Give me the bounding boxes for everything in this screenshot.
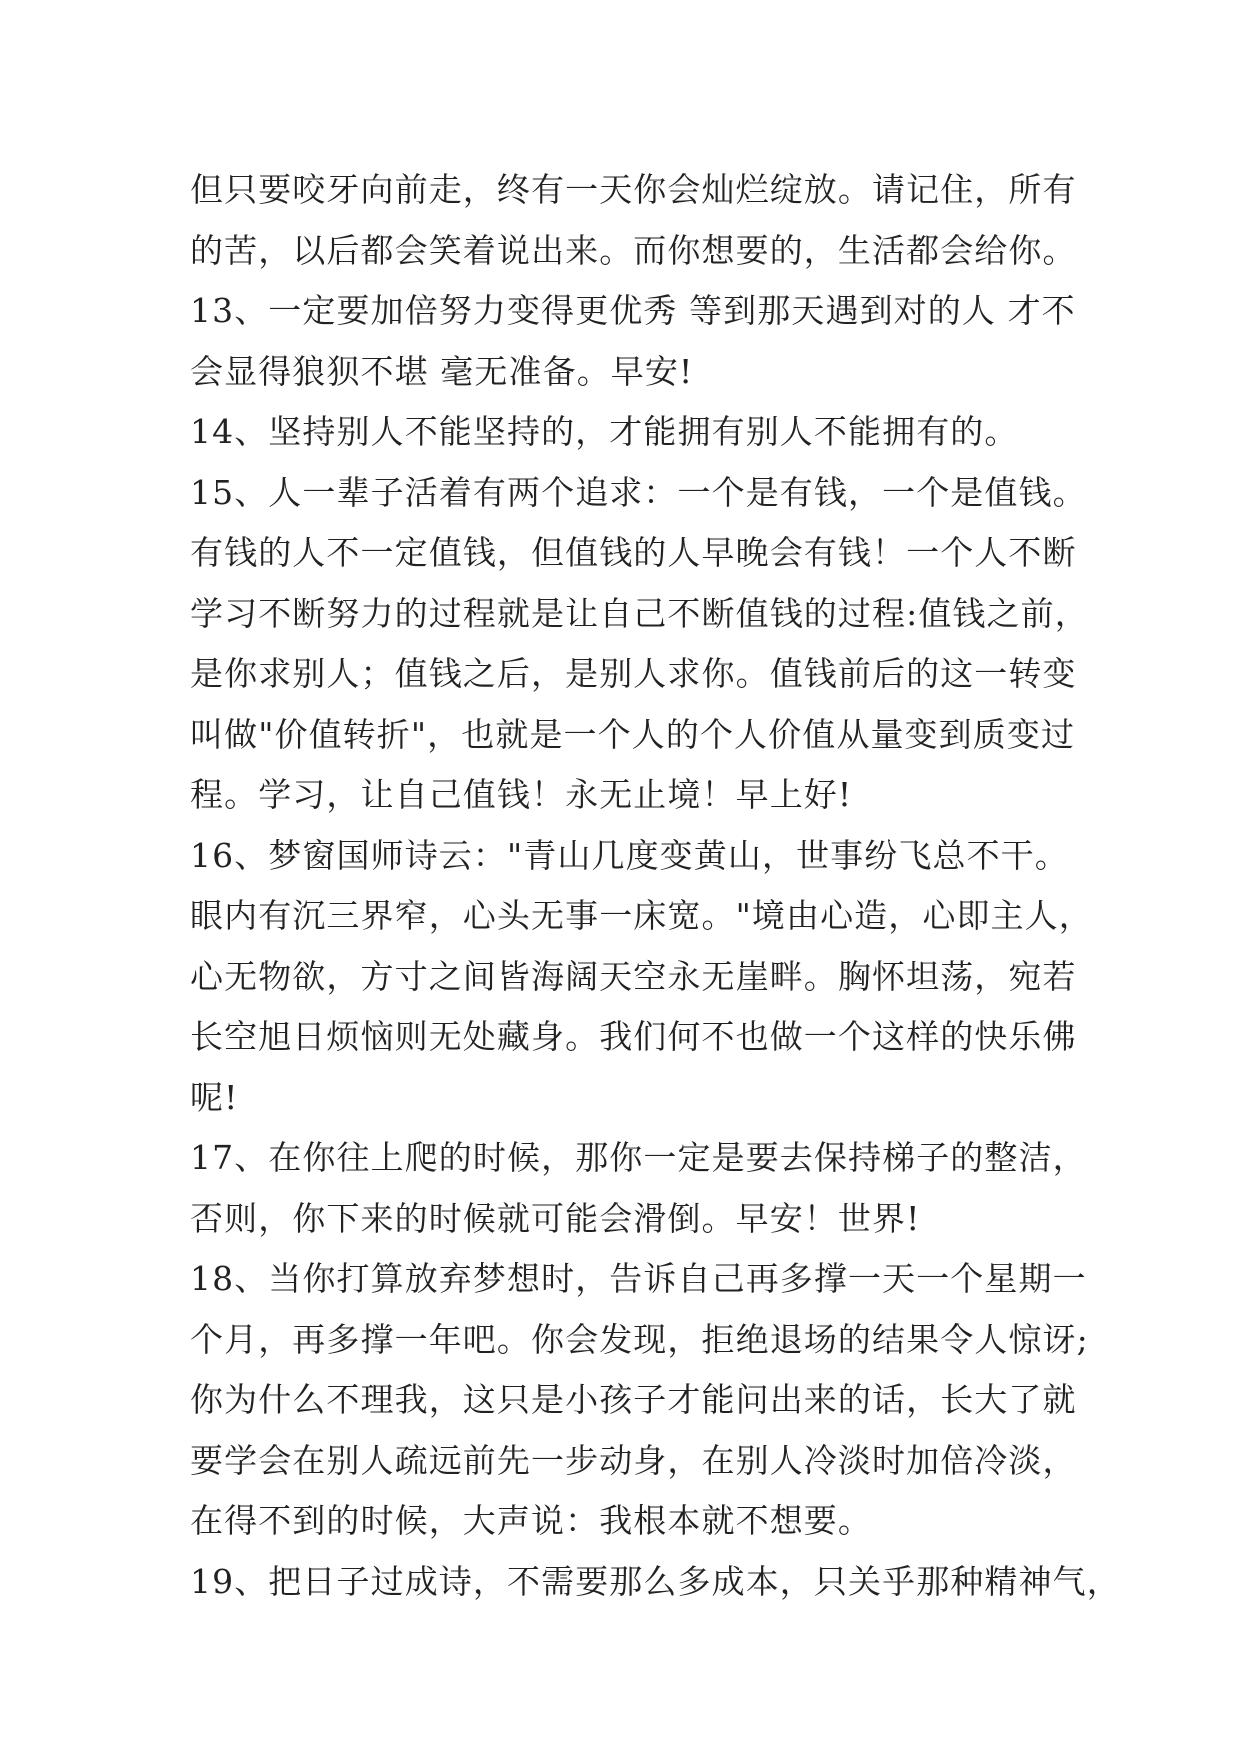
text-line: 学习不断努力的过程就是让自己不断值钱的过程:值钱之前， [190, 593, 1089, 633]
text-line: 16、梦窗国师诗云："青山几度变黄山，世事纷飞总不干。 [190, 835, 1069, 875]
text-line: 是你求别人；值钱之后，是别人求你。值钱前后的这一转变 [190, 654, 1077, 693]
text-line: 要学会在别人疏远前先一步动身，在别人冷淡时加倍冷淡， [190, 1440, 1077, 1480]
text-line: 17、在你往上爬的时候，那你一定是要去保持梯子的整洁， [190, 1138, 1087, 1177]
text-line: 程。学习，让自己值钱！永无止境！早上好! [190, 775, 853, 814]
text-line: 14、坚持别人不能坚持的，才能拥有别人不能拥有的。 [190, 412, 1019, 451]
text-line: 会显得狼狈不堪 毫无准备。早安! [190, 351, 694, 391]
text-line: 眼内有沉三界窄，心头无事一床宽。"境由心造，心即主人， [190, 896, 1093, 935]
text-line: 18、当你打算放弃梦想时，告诉自己再多撑一天一个星期一 [190, 1259, 1087, 1298]
text-line: 19、把日子过成诗，不需要那么多成本，只关乎那种精神气， [190, 1561, 1121, 1601]
text-line: 否则，你下来的时候就可能会滑倒。早安！世界! [190, 1198, 921, 1238]
text-line: 你为什么不理我，这只是小孩子才能问出来的话，长大了就 [190, 1380, 1077, 1419]
text-line: 但只要咬牙向前走，终有一天你会灿烂绽放。请记住，所有 [190, 170, 1077, 209]
text-line: 心无物欲，方寸之间皆海阔天空永无崖畔。胸怀坦荡，宛若 [190, 956, 1077, 996]
text-line: 的苦，以后都会笑着说出来。而你想要的，生活都会给你。 [190, 230, 1077, 270]
text-line: 呢! [190, 1077, 239, 1117]
text-line: 有钱的人不一定值钱，但值钱的人早晚会有钱！一个人不断 [190, 533, 1077, 572]
text-line: 在得不到的时候，大声说：我根本就不想要。 [190, 1501, 872, 1540]
text-line: 个月，再多撑一年吧。你会发现，拒绝退场的结果令人惊讶; [190, 1319, 1089, 1359]
text-line: 长空旭日烦恼则无处藏身。我们何不也做一个这样的快乐佛 [190, 1017, 1077, 1056]
text-line: 叫做"价值转折"，也就是一个人的个人价值从量变到质变过 [190, 714, 1076, 754]
text-line: 13、一定要加倍努力变得更优秀 等到那天遇到对的人 才不 [190, 291, 1076, 330]
text-line: 15、人一辈子活着有两个追求：一个是有钱，一个是值钱。 [190, 472, 1087, 512]
document-body [190, 160, 1121, 1612]
